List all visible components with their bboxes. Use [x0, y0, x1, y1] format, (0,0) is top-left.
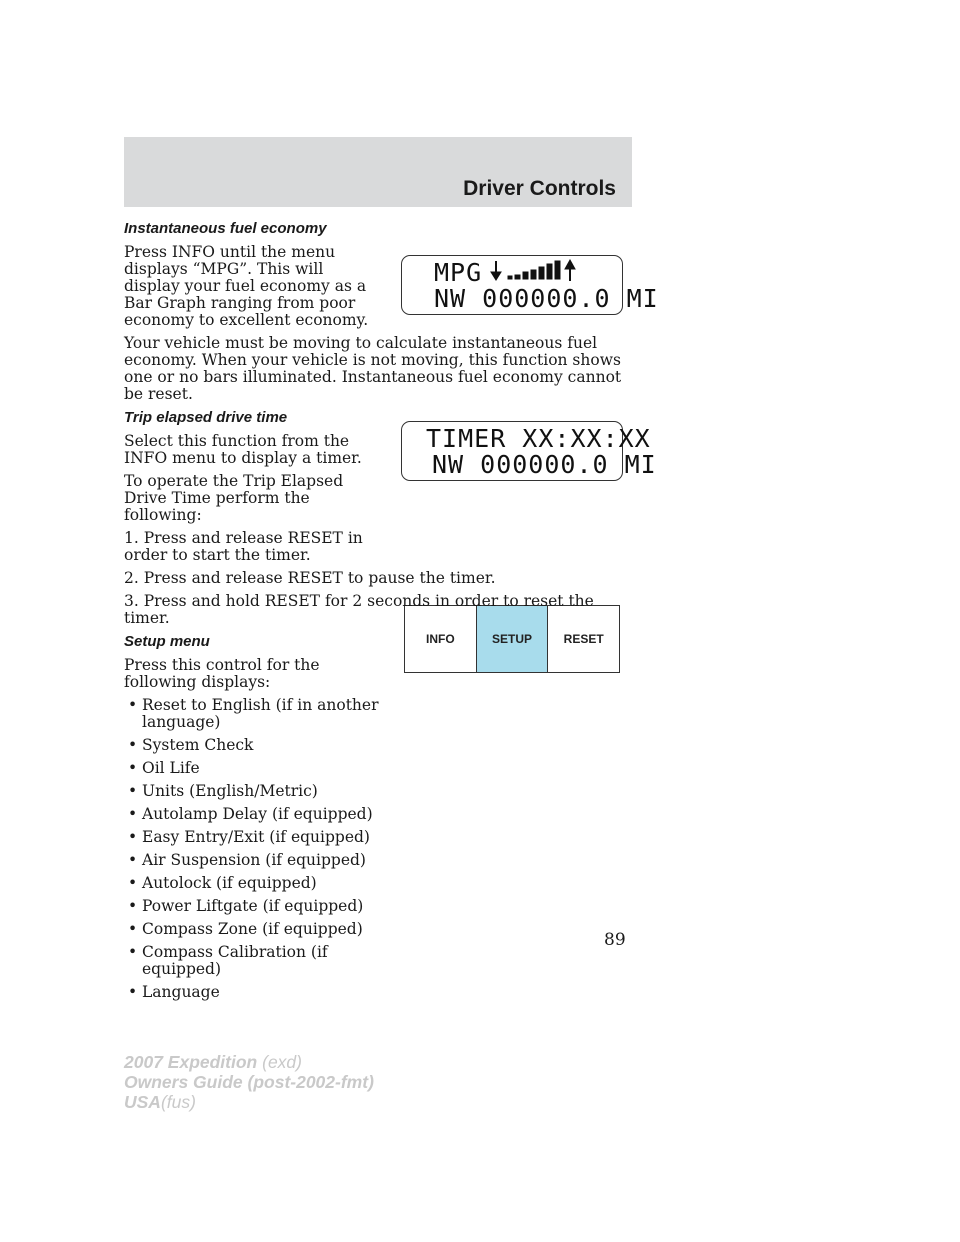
list-item: • Oil Life [128, 759, 200, 777]
trip-time-paragraph-2: To operate the Trip Elapsed Drive Time perform the following: [124, 472, 344, 524]
mpg-display-label: MPG [434, 258, 483, 287]
setup-menu-intro: Press this control for the following displays: [124, 656, 320, 691]
section-title: Driver Controls [463, 177, 616, 200]
page-content [124, 220, 634, 1007]
trip-time-step-1: 1. Press and release RESET in order to start the timer. [124, 529, 363, 564]
list-item: • Autolock (if equipped) [128, 874, 317, 892]
page-number: 89 [604, 930, 626, 950]
footer-guide: Owners Guide (post-2002-fmt) [124, 1072, 374, 1092]
footer-market: USA [124, 1092, 161, 1112]
setup-button[interactable]: SETUP [476, 606, 549, 672]
list-item: • Units (English/Metric) [128, 782, 318, 800]
header-band [124, 137, 632, 207]
footer-model: 2007 Expedition [124, 1052, 258, 1072]
timer-display-label: TIMER XX:XX:XX [426, 424, 651, 453]
list-item: • System Check [128, 736, 254, 754]
trip-time-paragraph-1: Select this function from the INFO menu to display a timer. [124, 432, 362, 467]
timer-display-odometer: NW 000000.0 MI [432, 450, 657, 479]
setup-menu-list [124, 697, 384, 1001]
setup-menu-heading: Setup menu [124, 633, 210, 650]
info-button[interactable]: INFO [426, 632, 455, 646]
list-item: • Compass Zone (if equipped) [128, 920, 363, 938]
mpg-display-odometer: NW 000000.0 MI [434, 284, 659, 313]
list-item: • Power Liftgate (if equipped) [128, 897, 364, 915]
list-item: • Language [128, 983, 220, 1001]
list-item: • Autolamp Delay (if equipped) [128, 805, 373, 823]
trip-time-heading: Trip elapsed drive time [124, 409, 288, 426]
trip-time-step-3: 3. Press and hold RESET for 2 seconds in order to reset the timer. [124, 592, 594, 627]
list-item: • Easy Entry/Exit (if equipped) [128, 828, 370, 846]
list-item: • Reset to English (if in another language) [128, 696, 379, 731]
list-item: • Air Suspension (if equipped) [128, 851, 366, 869]
footer-model-code: (exd) [262, 1052, 302, 1072]
footer-market-code: (fus) [160, 1092, 196, 1112]
fuel-economy-heading: Instantaneous fuel economy [124, 220, 327, 237]
list-item: • Compass Calibration (if equipped) [128, 943, 328, 978]
fuel-economy-paragraph-2: Your vehicle must be moving to calculate instantaneous fuel economy. When your vehicle is not moving, this function shows one or no bars illuminated. Instantaneous fuel economy cannot be reset. [124, 334, 622, 403]
document-footer [124, 1052, 374, 1112]
fuel-economy-paragraph-1: Press INFO until the menu displays “MPG”. This will display your fuel economy as a Bar Graph ranging from poor economy to excellent economy. [124, 243, 369, 329]
trip-time-step-2: 2. Press and release RESET to pause the timer. [124, 569, 496, 587]
reset-button[interactable]: RESET [563, 632, 604, 646]
